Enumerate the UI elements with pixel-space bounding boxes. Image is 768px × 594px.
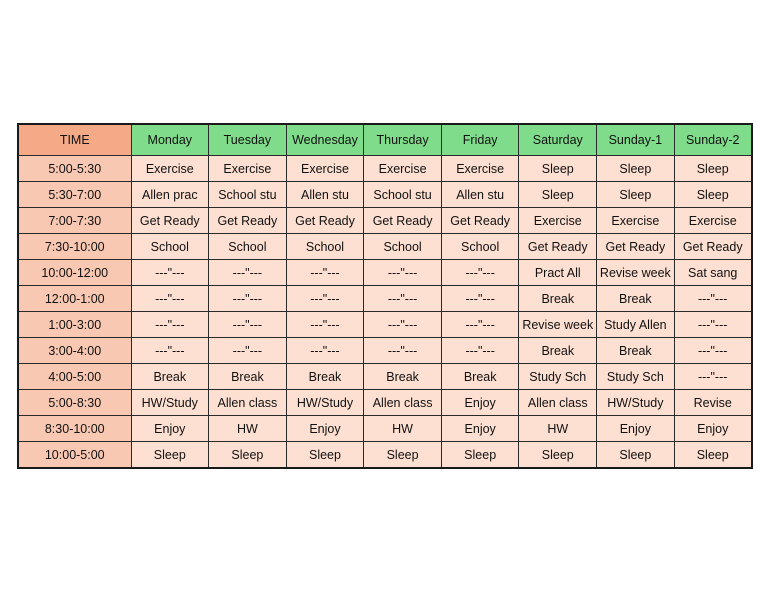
time-slot-cell: 8:30-10:00 — [18, 416, 131, 442]
time-slot-cell: 5:00-5:30 — [18, 156, 131, 182]
time-slot-cell: 10:00-5:00 — [18, 442, 131, 469]
activity-cell: Revise week — [597, 260, 675, 286]
activity-cell: Allen prac — [131, 182, 209, 208]
activity-cell: Pract All — [519, 260, 597, 286]
activity-cell: ---"--- — [286, 286, 364, 312]
activity-cell: Study Allen — [597, 312, 675, 338]
activity-cell: Exercise — [441, 156, 519, 182]
activity-cell: Sleep — [364, 442, 442, 469]
activity-cell: School — [131, 234, 209, 260]
activity-cell: ---"--- — [674, 286, 752, 312]
time-slot-cell: 10:00-12:00 — [18, 260, 131, 286]
table-row — [18, 390, 752, 416]
activity-cell: ---"--- — [286, 260, 364, 286]
activity-cell: ---"--- — [131, 260, 209, 286]
activity-cell: ---"--- — [286, 338, 364, 364]
activity-cell: Exercise — [131, 156, 209, 182]
activity-cell: Sleep — [519, 156, 597, 182]
activity-cell: HW — [364, 416, 442, 442]
table-row — [18, 416, 752, 442]
day-header-saturday: Saturday — [519, 124, 597, 156]
activity-cell: Sleep — [597, 156, 675, 182]
activity-cell: Break — [286, 364, 364, 390]
activity-cell: Get Ready — [209, 208, 287, 234]
activity-cell: Exercise — [519, 208, 597, 234]
activity-cell: HW — [209, 416, 287, 442]
activity-cell: ---"--- — [674, 338, 752, 364]
table-row — [18, 182, 752, 208]
table-row — [18, 156, 752, 182]
activity-cell: Enjoy — [131, 416, 209, 442]
activity-cell: ---"--- — [441, 338, 519, 364]
activity-cell: School — [209, 234, 287, 260]
activity-cell: Break — [364, 364, 442, 390]
activity-cell: Sat sang — [674, 260, 752, 286]
activity-cell: Enjoy — [286, 416, 364, 442]
day-header-tuesday: Tuesday — [209, 124, 287, 156]
table-row — [18, 234, 752, 260]
activity-cell: ---"--- — [364, 260, 442, 286]
day-header-wednesday: Wednesday — [286, 124, 364, 156]
activity-cell: Exercise — [209, 156, 287, 182]
activity-cell: HW/Study — [286, 390, 364, 416]
activity-cell: Allen stu — [441, 182, 519, 208]
activity-cell: Allen stu — [286, 182, 364, 208]
activity-cell: Get Ready — [519, 234, 597, 260]
activity-cell: ---"--- — [364, 312, 442, 338]
activity-cell: HW — [519, 416, 597, 442]
activity-cell: Enjoy — [674, 416, 752, 442]
activity-cell: Study Sch — [597, 364, 675, 390]
activity-cell: Enjoy — [441, 416, 519, 442]
activity-cell: ---"--- — [674, 364, 752, 390]
day-header-thursday: Thursday — [364, 124, 442, 156]
activity-cell: ---"--- — [286, 312, 364, 338]
activity-cell: Enjoy — [441, 390, 519, 416]
time-slot-cell: 7:00-7:30 — [18, 208, 131, 234]
activity-cell: ---"--- — [209, 312, 287, 338]
activity-cell: Get Ready — [286, 208, 364, 234]
header-row — [18, 124, 752, 156]
activity-cell: Sleep — [597, 182, 675, 208]
activity-cell: ---"--- — [441, 286, 519, 312]
activity-cell: Exercise — [597, 208, 675, 234]
table-row — [18, 338, 752, 364]
activity-cell: HW/Study — [597, 390, 675, 416]
activity-cell: Sleep — [674, 182, 752, 208]
table-row — [18, 286, 752, 312]
time-slot-cell: 4:00-5:00 — [18, 364, 131, 390]
activity-cell: Sleep — [674, 156, 752, 182]
activity-cell: ---"--- — [674, 312, 752, 338]
activity-cell: Allen class — [209, 390, 287, 416]
day-header-friday: Friday — [441, 124, 519, 156]
table-row — [18, 208, 752, 234]
activity-cell: Enjoy — [597, 416, 675, 442]
activity-cell: ---"--- — [209, 286, 287, 312]
activity-cell: Break — [597, 286, 675, 312]
activity-cell: Get Ready — [441, 208, 519, 234]
activity-cell: ---"--- — [131, 312, 209, 338]
schedule-body — [18, 156, 752, 469]
activity-cell: Break — [519, 338, 597, 364]
table-row — [18, 442, 752, 469]
activity-cell: Sleep — [209, 442, 287, 469]
activity-cell: School — [441, 234, 519, 260]
activity-cell: Break — [519, 286, 597, 312]
activity-cell: Revise week — [519, 312, 597, 338]
time-slot-cell: 3:00-4:00 — [18, 338, 131, 364]
activity-cell: ---"--- — [364, 338, 442, 364]
activity-cell: ---"--- — [441, 312, 519, 338]
activity-cell: Exercise — [364, 156, 442, 182]
activity-cell: School stu — [364, 182, 442, 208]
day-header-sunday-2: Sunday-2 — [674, 124, 752, 156]
activity-cell: ---"--- — [131, 338, 209, 364]
activity-cell: Sleep — [674, 442, 752, 469]
time-column-header: TIME — [18, 124, 131, 156]
activity-cell: School — [286, 234, 364, 260]
activity-cell: Sleep — [519, 182, 597, 208]
table-row — [18, 260, 752, 286]
activity-cell: Get Ready — [597, 234, 675, 260]
activity-cell: Exercise — [286, 156, 364, 182]
activity-cell: HW/Study — [131, 390, 209, 416]
activity-cell: ---"--- — [364, 286, 442, 312]
table-row — [18, 364, 752, 390]
activity-cell: Allen class — [364, 390, 442, 416]
activity-cell: Get Ready — [364, 208, 442, 234]
activity-cell: ---"--- — [441, 260, 519, 286]
activity-cell: School — [364, 234, 442, 260]
activity-cell: Sleep — [131, 442, 209, 469]
activity-cell: Revise — [674, 390, 752, 416]
activity-cell: ---"--- — [209, 260, 287, 286]
activity-cell: School stu — [209, 182, 287, 208]
table-row — [18, 312, 752, 338]
activity-cell: Break — [597, 338, 675, 364]
activity-cell: ---"--- — [131, 286, 209, 312]
activity-cell: Break — [441, 364, 519, 390]
activity-cell: Study Sch — [519, 364, 597, 390]
time-slot-cell: 5:00-8:30 — [18, 390, 131, 416]
activity-cell: Allen class — [519, 390, 597, 416]
day-header-sunday-1: Sunday-1 — [597, 124, 675, 156]
activity-cell: Sleep — [519, 442, 597, 469]
activity-cell: Break — [131, 364, 209, 390]
time-slot-cell: 12:00-1:00 — [18, 286, 131, 312]
activity-cell: Break — [209, 364, 287, 390]
activity-cell: Get Ready — [131, 208, 209, 234]
activity-cell: Sleep — [441, 442, 519, 469]
day-header-monday: Monday — [131, 124, 209, 156]
time-slot-cell: 5:30-7:00 — [18, 182, 131, 208]
time-slot-cell: 1:00-3:00 — [18, 312, 131, 338]
activity-cell: Sleep — [286, 442, 364, 469]
time-slot-cell: 7:30-10:00 — [18, 234, 131, 260]
activity-cell: ---"--- — [209, 338, 287, 364]
activity-cell: Get Ready — [674, 234, 752, 260]
activity-cell: Sleep — [597, 442, 675, 469]
weekly-schedule-table — [17, 123, 753, 469]
activity-cell: Exercise — [674, 208, 752, 234]
